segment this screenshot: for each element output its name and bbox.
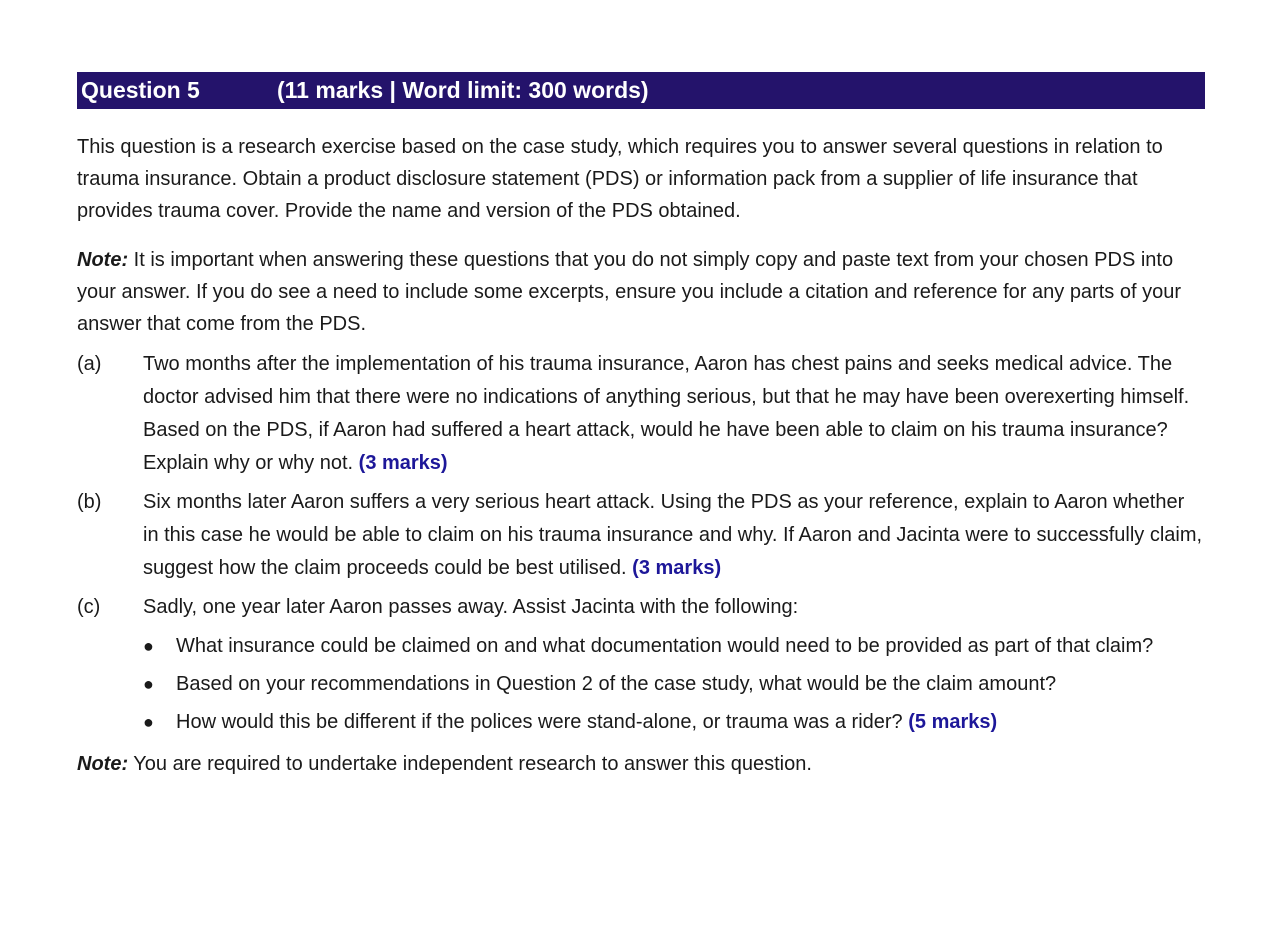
note-text: It is important when answering these questions that you do not simply copy and paste text from your chosen PDS into your answer. If you do see a need to include some excerpts, ensure you include a citation and reference for any parts of your answer that come from the PDS. xyxy=(77,249,1181,335)
bullet-icon: ● xyxy=(143,674,154,694)
closing-note-label: Note: xyxy=(77,753,129,775)
question-page xyxy=(77,72,1205,780)
question-part-a xyxy=(77,348,1205,480)
closing-note-text: You are required to undertake independent research to answer this question. xyxy=(128,753,812,775)
bullet-text: Based on your recommendations in Question 2 of the case study, what would be the claim amount? xyxy=(176,673,1057,695)
part-c-bullet-list xyxy=(143,630,1205,738)
list-item xyxy=(143,668,1205,700)
bullet-icon: ● xyxy=(143,636,154,656)
part-b-marks: (3 marks) xyxy=(632,557,722,579)
part-c-marks: (5 marks) xyxy=(908,711,998,733)
closing-note-paragraph xyxy=(77,748,1205,780)
part-b-label: (b) xyxy=(77,491,102,513)
question-part-b xyxy=(77,486,1205,585)
part-c-label: (c) xyxy=(77,596,101,618)
bullet-text: What insurance could be claimed on and what documentation would need to be provided as part of that claim? xyxy=(176,635,1154,657)
bullet-icon: ● xyxy=(143,712,154,732)
bullet-text-block xyxy=(176,706,997,738)
part-b-text-block xyxy=(143,486,1205,585)
list-item xyxy=(143,630,1205,662)
note-label: Note: xyxy=(77,249,129,271)
question-part-c xyxy=(77,591,1205,624)
question-header xyxy=(77,72,1205,109)
note-paragraph xyxy=(77,244,1205,340)
part-a-text-block xyxy=(143,348,1205,480)
part-b-text: Six months later Aaron suffers a very serious heart attack. Using the PDS as your reference, explain to Aaron whether in this case he would be able to claim on his trauma insurance and why. If Aaron and Jacinta were to successfully claim, suggest how the claim proceeds could be best utilised. xyxy=(143,491,1203,579)
part-c-text: Sadly, one year later Aaron passes away. Assist Jacinta with the following: xyxy=(143,596,799,618)
question-marks-limit: (11 marks | Word limit: 300 words) xyxy=(277,77,649,103)
part-a-text: Two months after the implementation of his trauma insurance, Aaron has chest pains and seeks medical advice. The doctor advised him that there were no indications of anything serious, but that he may have been overexerting himself. Based on the PDS, if Aaron had suffered a heart attack, would he have been able to claim on his trauma insurance? Explain why or why not. xyxy=(143,353,1190,474)
bullet-text: How would this be different if the polices were stand-alone, or trauma was a rider? xyxy=(176,711,909,733)
list-item xyxy=(143,706,1205,738)
part-a-label: (a) xyxy=(77,353,102,375)
intro-paragraph: This question is a research exercise based on the case study, which requires you to answer several questions in relation to trauma insurance. Obtain a product disclosure statement (PDS) or information pack from a supplier of life insurance that provides trauma cover. Provide the name and version of the PDS obtained. xyxy=(77,136,1163,222)
part-a-marks: (3 marks) xyxy=(358,452,448,474)
question-title: Question 5 xyxy=(81,77,200,103)
